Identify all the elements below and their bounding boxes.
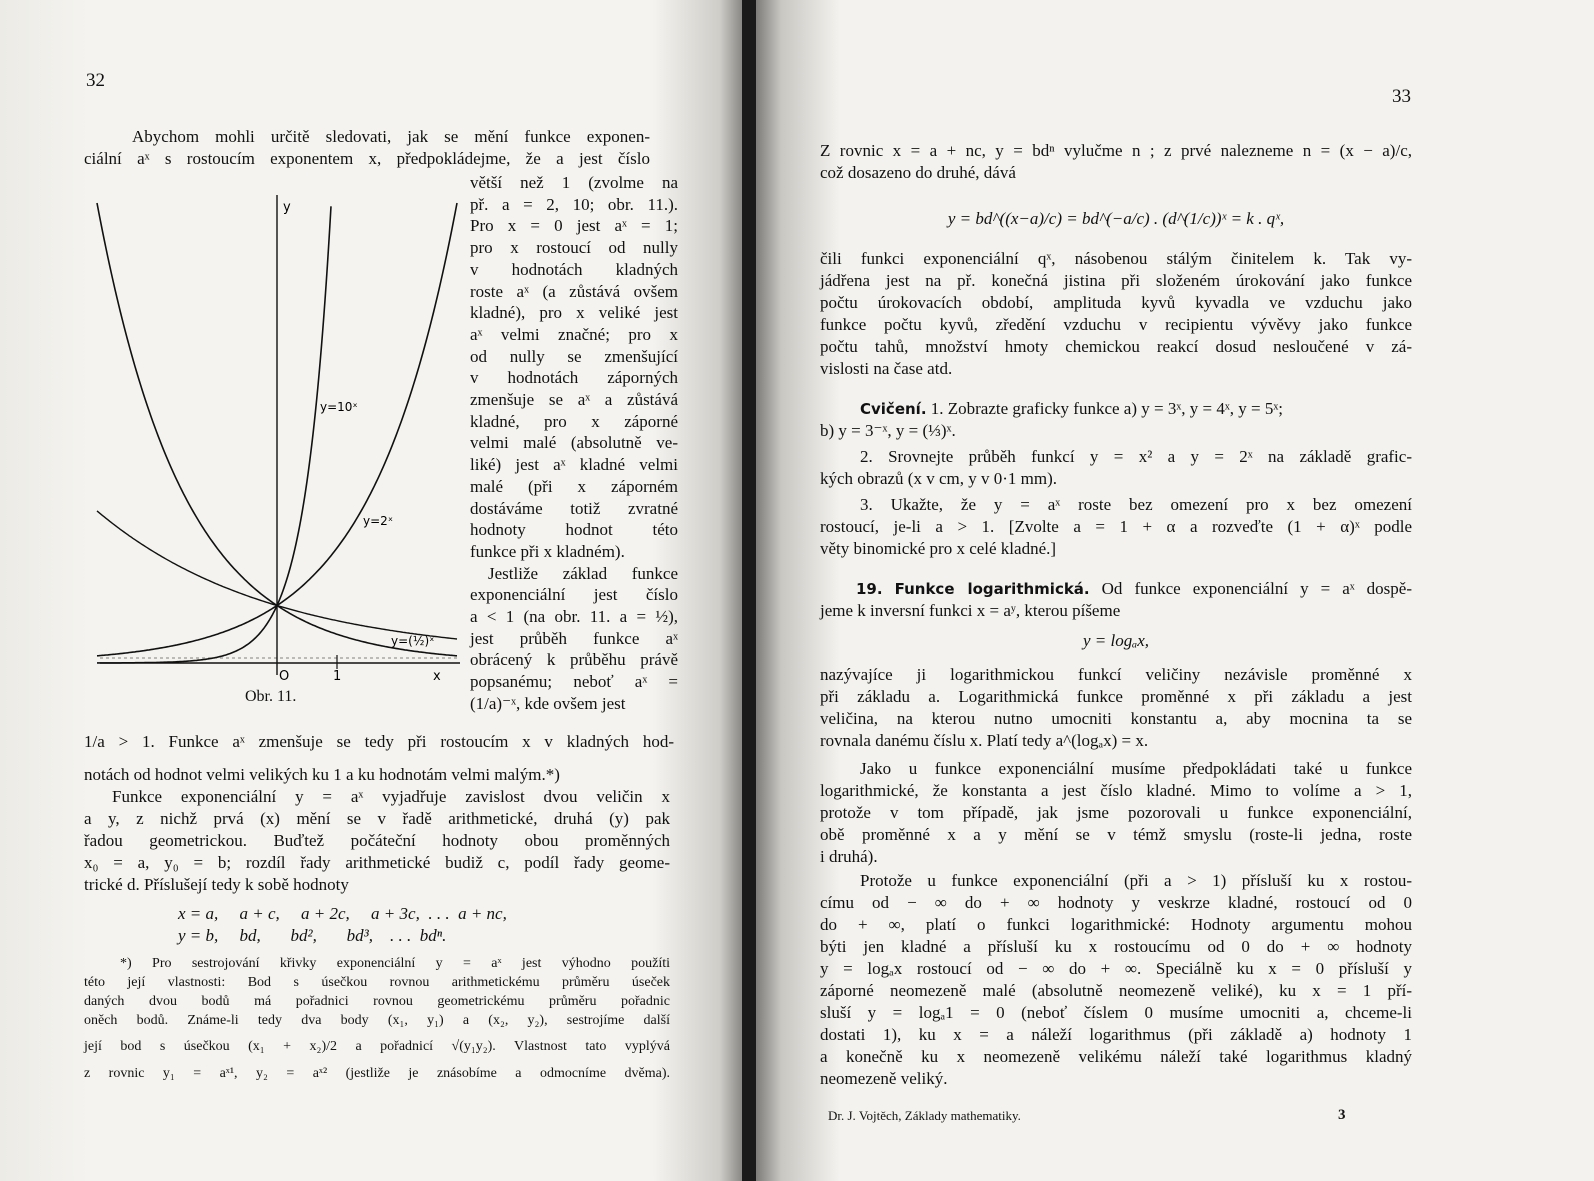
origin-label: O — [279, 669, 290, 684]
paragraph-line: a konečně ku x neomezeně velikému náleží také logarithmus kladný — [820, 1047, 1412, 1066]
paragraph-line: i druhá). — [820, 847, 878, 866]
wrapped-line: kladné), pro x veliké jest — [470, 303, 678, 323]
paragraph-line: čili funkci exponenciální qˣ, násobenou stálým činitelem k. Tak vy- — [820, 249, 1412, 268]
paragraph-line: neomezeně veliký. — [820, 1069, 948, 1088]
paragraph-line: do + ∞, platí o funkci logarithmické: Hodnoty argumentu mohou — [820, 915, 1412, 934]
signature-mark: 3 — [1338, 1107, 1346, 1123]
exercise-line: věty binomické pro x celé kladné.] — [820, 539, 1057, 558]
wrapped-line: obrácený k průběhu právě — [470, 650, 678, 670]
paragraph-line: címu od − ∞ do + ∞ hodnoty y veskrze kladné, rostoucí od 0 — [820, 893, 1412, 912]
figure-11-graph — [95, 185, 465, 705]
exercise-text: 1. Zobrazte graficky funkce a) y = 3ˣ, y = 4ˣ, y = 5ˣ; — [930, 399, 1283, 418]
footnote-line: daných dvou bodů má pořadnici rovnou geometrickému průměru pořadnic — [84, 994, 670, 1009]
y-axis-label: y — [283, 200, 291, 215]
paragraph-line: y = logₐx rostoucí od − ∞ do + ∞. Speciálně ku x = 0 přísluší y — [820, 959, 1412, 978]
paragraph-line: řadou geometrickou. Buďtež počáteční hodnoty obou proměnných — [84, 831, 670, 850]
paragraph-line: což dosazeno do druhé, dává — [820, 163, 1016, 182]
curve-2-label: y=2ˣ — [363, 514, 394, 528]
wrapped-line: v hodnotách záporných — [470, 368, 678, 388]
footnote-line: této její vlastnosti: Bod s úsečkou rovnou arithmetickému průměru úseček — [84, 975, 670, 990]
paragraph-line: Abychom mohli určitě sledovati, jak se mění funkce exponen- — [132, 127, 650, 146]
wrapped-line: dostáváme totiž zvratné — [470, 498, 678, 518]
wrapped-line: zmenšuje se aˣ a zůstává — [470, 390, 678, 409]
log-equation: y = logₐx, — [1082, 631, 1149, 650]
exercise-line: kých obrazů (x v cm, y v 0·1 mm). — [820, 469, 1057, 488]
paragraph-line: záporné neomezeně malé (absolutně neomezeně veliké), ku x = 1 pří- — [820, 981, 1412, 1000]
wrapped-line: velmi malé (absolutně ve- — [470, 433, 678, 453]
paragraph-line: Jako u funkce exponenciální musíme předpokládati také u funkce — [860, 759, 1412, 778]
paragraph-line: počtu úrokovacích období, amplituda kyvů kyvadla ve vzduchu jako — [820, 293, 1412, 312]
figure-caption: Obr. 11. — [245, 688, 297, 705]
wrapped-line: větší než 1 (zvolme na — [470, 173, 678, 192]
wrapped-line: pro x rostoucí od nully — [470, 238, 678, 258]
section-number: 19. — [856, 580, 883, 598]
wrapped-line: Jestliže základ funkce — [488, 563, 678, 583]
page-number: 32 — [86, 70, 105, 91]
value-row-x: x = a, a + c, a + 2c, a + 3c, . . . a + nc, — [178, 904, 507, 923]
wrapped-line: liké) jest aˣ kladné velmi — [470, 455, 678, 475]
paragraph-line: notách od hodnot velmi velikých ku 1 a ku hodnotám velmi malým.*) — [84, 765, 560, 784]
wrapped-line: kladné, pro x záporné — [470, 411, 678, 431]
exercise-line — [820, 398, 1412, 421]
exercise-line: rostoucí, je-li a > 1. [Zvolte a = 1 + α a rozveďte (1 + α)ˣ podle — [820, 517, 1412, 536]
wrapped-line: aˣ velmi značné; pro x — [470, 324, 678, 344]
paragraph-line: býti jen kladné a přísluší ku x rostoucímu od 0 do + ∞ hodnoty — [820, 937, 1412, 956]
paragraph-line: Funkce exponenciální y = aˣ vyjadřuje zavislost dvou veličin x — [112, 787, 670, 806]
section-heading-line — [820, 578, 1412, 601]
wrapped-line: exponenciální jest číslo — [470, 585, 678, 605]
paragraph-line: veličina, na kterou nutno umocniti konstantu a, aby mocnina ta se — [820, 709, 1412, 728]
tick-one-label: 1 — [333, 669, 342, 684]
paragraph-line: jeme k inversní funkci x = aʸ, kterou píšeme — [820, 601, 1121, 620]
wrapped-line: v hodnotách kladných — [470, 259, 678, 279]
wrapped-line: jest průběh funkce aˣ — [470, 628, 678, 648]
paragraph-line: vislosti na čase atd. — [820, 359, 953, 378]
footnote-line: z rovnic y₁ = aˣ¹, y₂ = aˣ² (jestliže je znásobíme a odmocníme dvěma). — [84, 1066, 670, 1081]
page-number: 33 — [1392, 86, 1411, 107]
curve-half-label: y=(½)ˣ — [391, 634, 435, 648]
footnote-line: oněch bodů. Známe-li tedy dva body (x₁, y₁) a (x₂, y₂), sestrojíme další — [84, 1013, 670, 1028]
wrapped-line: a < 1 (na obr. 11. a = ½), — [470, 607, 678, 626]
wrapped-line: Pro x = 0 jest aˣ = 1; — [470, 216, 678, 236]
exercise-line: 2. Srovnejte průběh funkcí y = x² a y = 2ˣ na základě grafic- — [860, 447, 1412, 466]
paragraph-line: ciální aˣ s rostoucím exponentem x, předpokládejme, že a jest číslo — [84, 149, 650, 168]
section-text: Od funkce exponenciální y = aˣ dospě- — [1101, 579, 1412, 598]
exercise-heading: Cvičení. — [860, 400, 927, 418]
paragraph-line: dostati 1), ku x = a náleží logarithmus (při základě a) hodnoty 1 — [820, 1025, 1412, 1044]
paragraph-line: obě proměnné x a y mění se v témž smyslu (roste-li jedna, roste — [820, 825, 1412, 844]
left-page — [0, 0, 742, 1181]
footnote-line: její bod s úsečkou (x₁ + x₂)/2 a pořadnicí √(y₁y₂). Vlastnost tato vyplývá — [84, 1039, 670, 1054]
paragraph-line: při základu a. Logarithmická funkce proměnné x při základu a jest — [820, 687, 1412, 706]
exercise-line: 3. Ukažte, že y = aˣ roste bez omezení pro x bez omezení — [860, 495, 1412, 514]
wrapped-line: popsanému; neboť aˣ = — [470, 672, 678, 692]
wrapped-line: malé (při x záporném — [470, 476, 678, 496]
section-title: Funkce logarithmická. — [894, 580, 1090, 598]
display-equation: y = bd^((x−a)/c) = bd^(−a/c) . (d^(1/c))ˣ = k . qˣ, — [947, 209, 1285, 228]
wrapped-line: od nully se zmenšující — [470, 346, 678, 366]
paragraph-line: trické d. Příslušejí tedy k sobě hodnoty — [84, 875, 349, 894]
paragraph-line: jádřena jest na př. konečná jistina při složeném úrokování jako funkce — [820, 271, 1412, 290]
value-row-y: y = b, bd, bd², bd³, . . . bdⁿ. — [178, 926, 447, 945]
right-page — [756, 0, 1594, 1181]
paragraph-line: a y, z nichž prvá (x) mění se v řadě arithmetické, druhá (y) pak — [84, 809, 670, 828]
footer-author: Dr. J. Vojtěch, Základy mathematiky. — [828, 1108, 1021, 1123]
wrapped-line: hodnoty hodnot této — [470, 520, 678, 540]
paragraph-line: nazývajíce ji logarithmickou funkcí veličiny nezávisle proměnné x — [820, 665, 1412, 684]
wrapped-line: funkce při x kladném). — [470, 541, 625, 561]
wrapped-line: př. a = 2, 10; obr. 11.). — [470, 194, 678, 214]
paragraph-line: 1/a > 1. Funkce aˣ zmenšuje se tedy při rostoucím x v kladných hod- — [84, 732, 674, 751]
paragraph-line: logarithmické, že konstanta a jest číslo kladné. Mimo to volíme a > 1, — [820, 781, 1412, 800]
wrapped-line: (1/a)⁻ˣ, kde ovšem jest — [470, 693, 626, 713]
paragraph-line: Protože u funkce exponenciální (při a > 1) přísluší ku x rostou- — [860, 871, 1412, 890]
paragraph-line: protože v tom případě, jak jsme pozorovali u funkce exponenciální, — [820, 803, 1412, 822]
footnote-line: *) Pro sestrojování křivky exponenciální y = aˣ jest výhodno použíti — [120, 956, 670, 971]
wrapped-line: roste aˣ (a zůstává ovšem — [470, 281, 678, 301]
curve-10-label: y=10ˣ — [320, 400, 358, 414]
x-axis-label: x — [433, 669, 441, 684]
curve-10-power-x — [97, 206, 331, 663]
paragraph-line: x₀ = a, y₀ = b; rozdíl řady arithmetické budiž c, podíl řady geome- — [84, 853, 670, 872]
paragraph-line: sluší y = logₐ1 = 0 (neboť číslem 0 musíme umocniti a, chceme-li — [820, 1003, 1412, 1022]
paragraph-line: rovnala danému číslu x. Platí tedy a^(logₐx) = x. — [820, 731, 1149, 750]
paragraph-line: funkce počtu kyvů, zředění vzduchu v recipientu vývěvy jako funkce — [820, 315, 1412, 334]
exercise-line: b) y = 3⁻ˣ, y = (⅓)ˣ. — [820, 421, 956, 440]
paragraph-line: počtu tahů, množství hmoty chemickou reakcí dosud nesloučené v zá- — [820, 337, 1412, 356]
paragraph-line: Z rovnic x = a + nc, y = bdⁿ vylučme n ; z prvé nalezneme n = (x − a)/c, — [820, 141, 1412, 160]
